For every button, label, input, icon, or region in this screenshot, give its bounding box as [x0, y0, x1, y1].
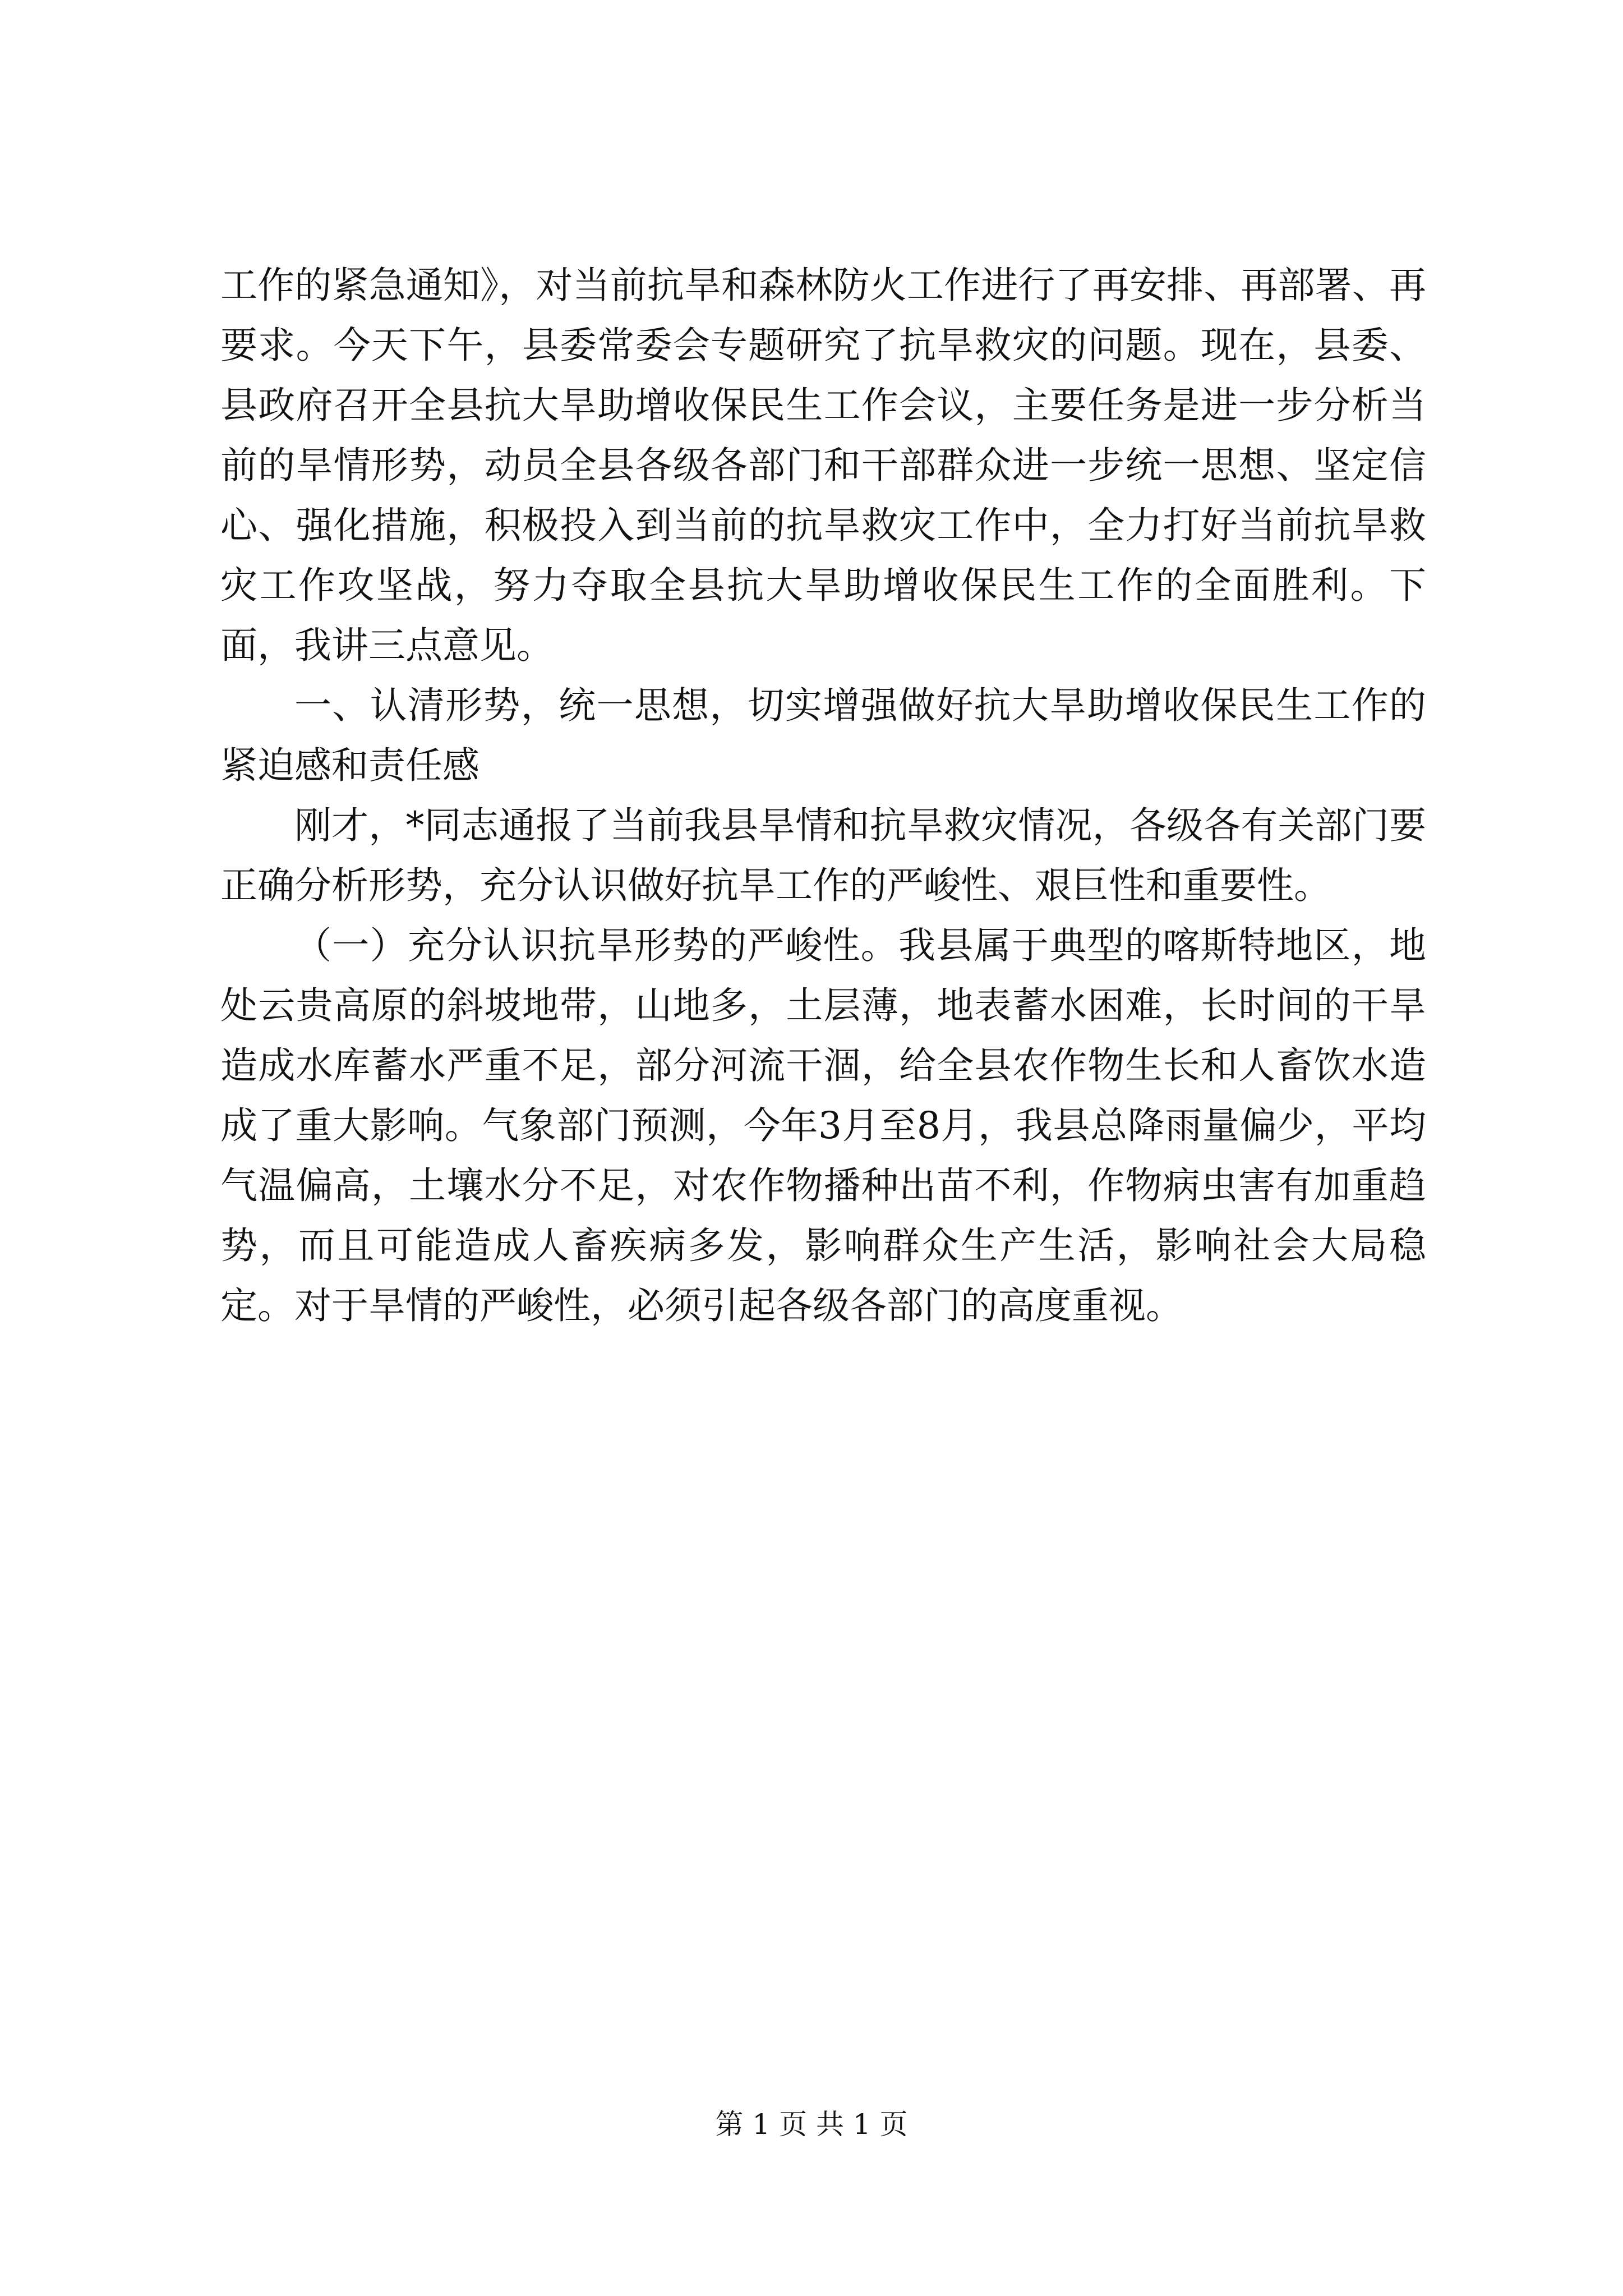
- document-body: [220, 255, 1426, 1336]
- paragraph-intro: 刚才，*同志通报了当前我县旱情和抗旱救灾情况，各级各有关部门要正确分析形势，充分认识做好抗旱工作的严峻性、艰巨性和重要性。: [220, 804, 1426, 907]
- section-heading: 一、认清形势，统一思想，切实增强做好抗大旱助增收保民生工作的紧迫感和责任感: [220, 684, 1426, 787]
- paragraph-subsection-1: （一）充分认识抗旱形势的严峻性。我县属于典型的喀斯特地区，地处云贵高原的斜坡地带，山地多，土层薄，地表蓄水困难，长时间的干旱造成水库蓄水严重不足，部分河流干涸，给全县农作物生长和人畜饮水造成了重大影响。气象部门预测，今年3月至8月，我县总降雨量偏少，平均气温偏高，土壤水分不足，对农作物播种出苗不利，作物病虫害有加重趋势，而且可能造成人畜疾病多发，影响群众生产生活，影响社会大局稳定。对于旱情的严峻性，必须引起各级各部门的高度重视。: [220, 924, 1426, 1327]
- paragraph-continuation: 工作的紧急通知》，对当前抗旱和森林防火工作进行了再安排、再部署、再要求。今天下午，县委常委会专题研究了抗旱救灾的问题。现在，县委、县政府召开全县抗大旱助增收保民生工作会议，主要任务是进一步分析当前的旱情形势，动员全县各级各部门和干部群众进一步统一思想、坚定信心、强化措施，积极投入到当前的抗旱救灾工作中，全力打好当前抗旱救灾工作攻坚战，努力夺取全县抗大旱助增收保民生工作的全面胜利。下面，我讲三点意见。: [220, 264, 1426, 667]
- page-number-footer: 第 1 页 共 1 页: [715, 2108, 908, 2141]
